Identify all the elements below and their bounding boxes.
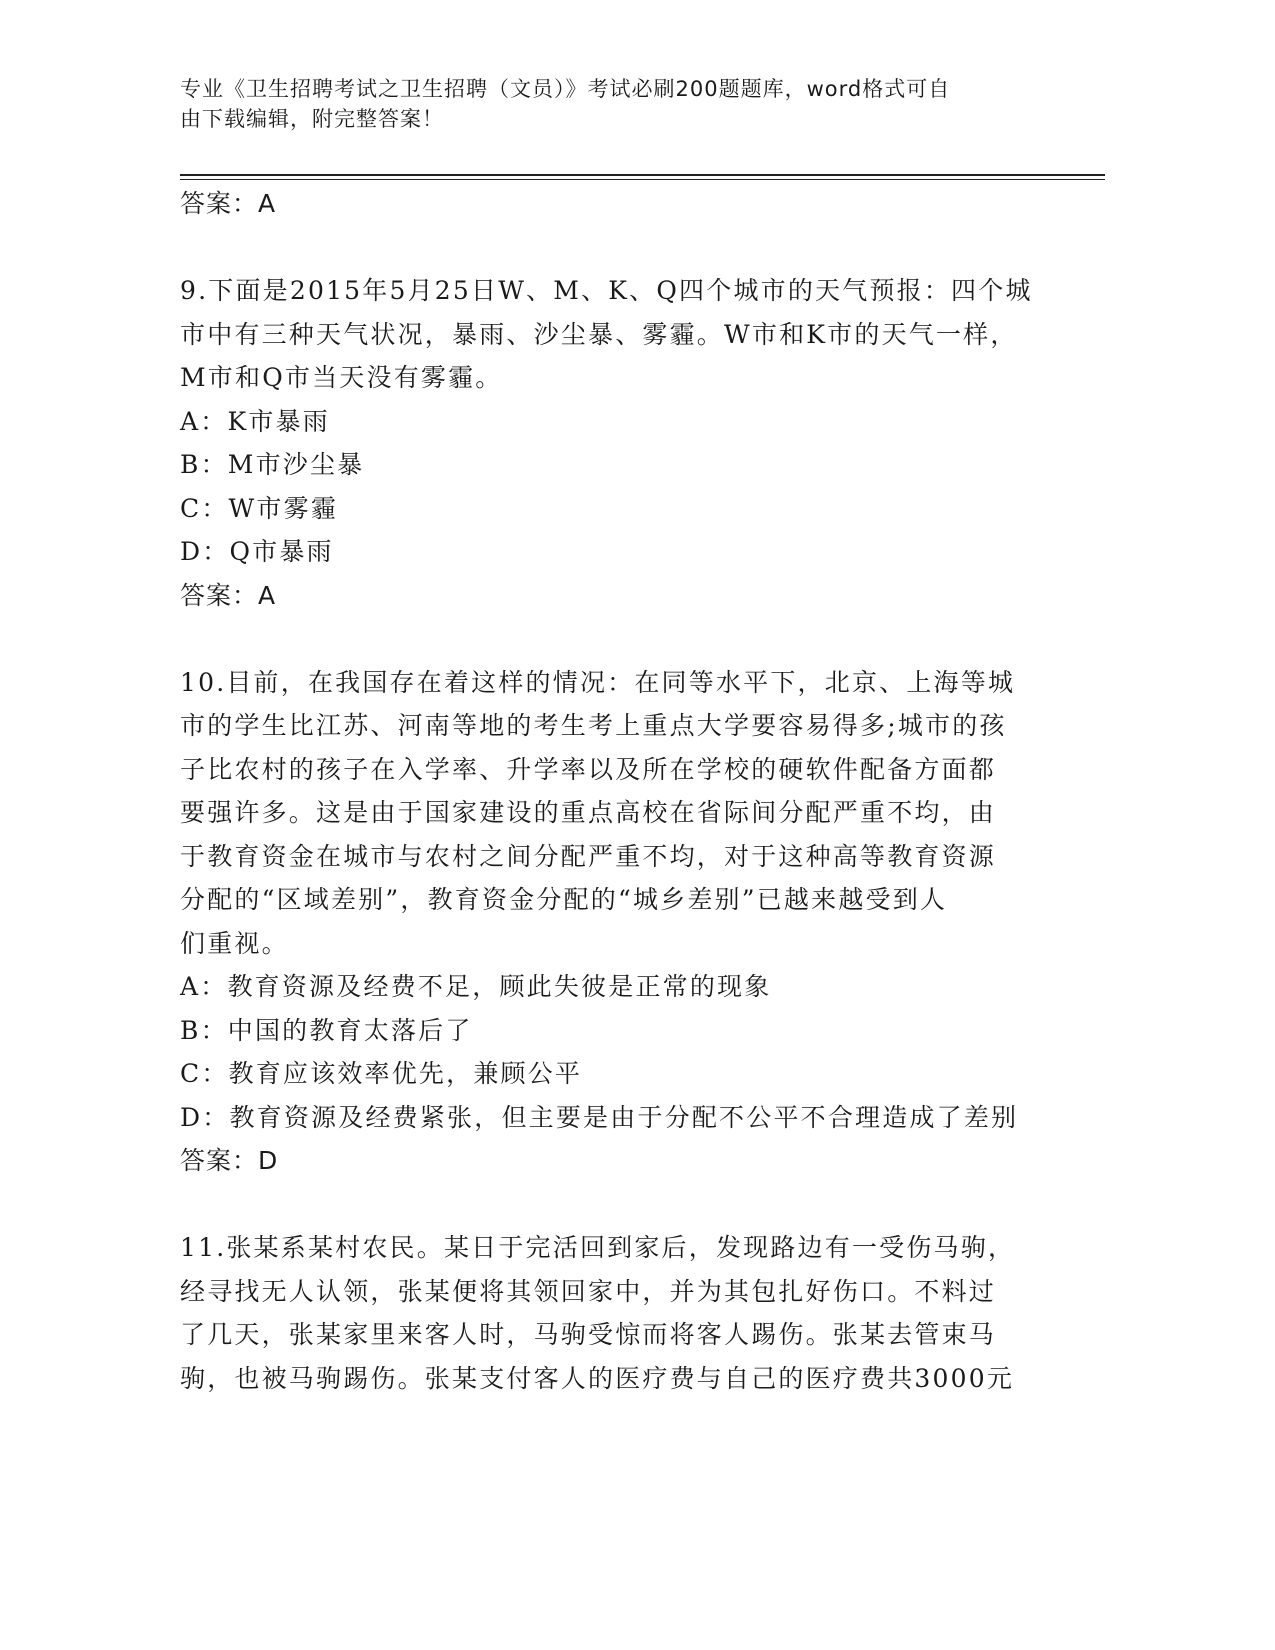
option-d: D：Q市暴雨: [180, 537, 334, 566]
header-line: 专业《卫生招聘考试之卫生招聘（文员）》考试必刷200题题库，word格式可自: [180, 77, 951, 101]
spacer: [180, 226, 1060, 270]
document-header: [180, 74, 1060, 134]
question-text-line: 11.张某系某村农民。某日于完活回到家后，发现路边有一受伤马驹，: [180, 1233, 1016, 1262]
option-d: D：教育资源及经费紧张，但主要是由于分配不公平不合理造成了差别: [180, 1102, 1019, 1132]
question-10: [180, 661, 1060, 1183]
option-c: C：教育应该效率优先，兼顾公平: [180, 1059, 583, 1088]
answer-line: 答案：A: [180, 189, 277, 218]
question-text-line: 市的学生比江苏、河南等地的考生考上重点大学要容易得多;城市的孩: [180, 711, 1007, 740]
question-text-line: M市和Q市当天没有雾霾。: [180, 363, 503, 392]
question-text-line: 要强许多。这是由于国家建设的重点高校在省际间分配严重不均，由: [180, 798, 997, 827]
question-text-line: 子比农村的孩子在入学率、升学率以及所在学校的硬软件配备方面都: [180, 754, 997, 784]
question-text-line: 了几天，张某家里来客人时，马驹受惊而将客人踢伤。张某去管束马: [180, 1320, 997, 1349]
question-text-line: 分配的“区域差别”，教育资金分配的“城乡差别”已越来越受到人: [180, 885, 948, 914]
question-text-line: 驹，也被马驹踢伤。张某支付客人的医疗费与自己的医疗费共3000元: [180, 1363, 1015, 1393]
answer-line: 答案：D: [180, 1146, 279, 1175]
question-text-line: 于教育资金在城市与农村之间分配严重不均，对于这种高等教育资源: [180, 841, 997, 871]
header-line: 由下载编辑，附完整答案！: [180, 107, 444, 131]
option-b: B：M市沙尘暴: [180, 450, 365, 479]
option-c: C：W市雾霾: [180, 493, 339, 523]
question-9: [180, 269, 1060, 617]
header-divider: [180, 174, 1105, 176]
question-text-line: 经寻找无人认领，张某便将其领回家中，并为其包扎好伤口。不料过: [180, 1276, 997, 1306]
question-11: [180, 1226, 1060, 1400]
option-b: B：中国的教育太落后了: [180, 1015, 473, 1045]
answer-line: 答案：A: [180, 580, 277, 610]
question-text-line: 们重视。: [180, 928, 289, 958]
option-a: A：教育资源及经费不足，顾此失彼是正常的现象: [180, 972, 772, 1001]
question-text-line: 9.下面是2015年5月25日W、M、K、Q四个城市的天气预报：四个城: [180, 276, 1033, 305]
spacer: [180, 1183, 1060, 1227]
option-a: A：K市暴雨: [180, 406, 330, 436]
document-body: [180, 182, 1060, 1400]
question-text-line: 市中有三种天气状况，暴雨、沙尘暴、雾霾。W市和K市的天气一样，: [180, 319, 1018, 349]
header-divider-thin: [180, 179, 1105, 180]
spacer: [180, 617, 1060, 661]
question-text-line: 10.目前，在我国存在着这样的情况：在同等水平下，北京、上海等城: [180, 667, 1016, 697]
